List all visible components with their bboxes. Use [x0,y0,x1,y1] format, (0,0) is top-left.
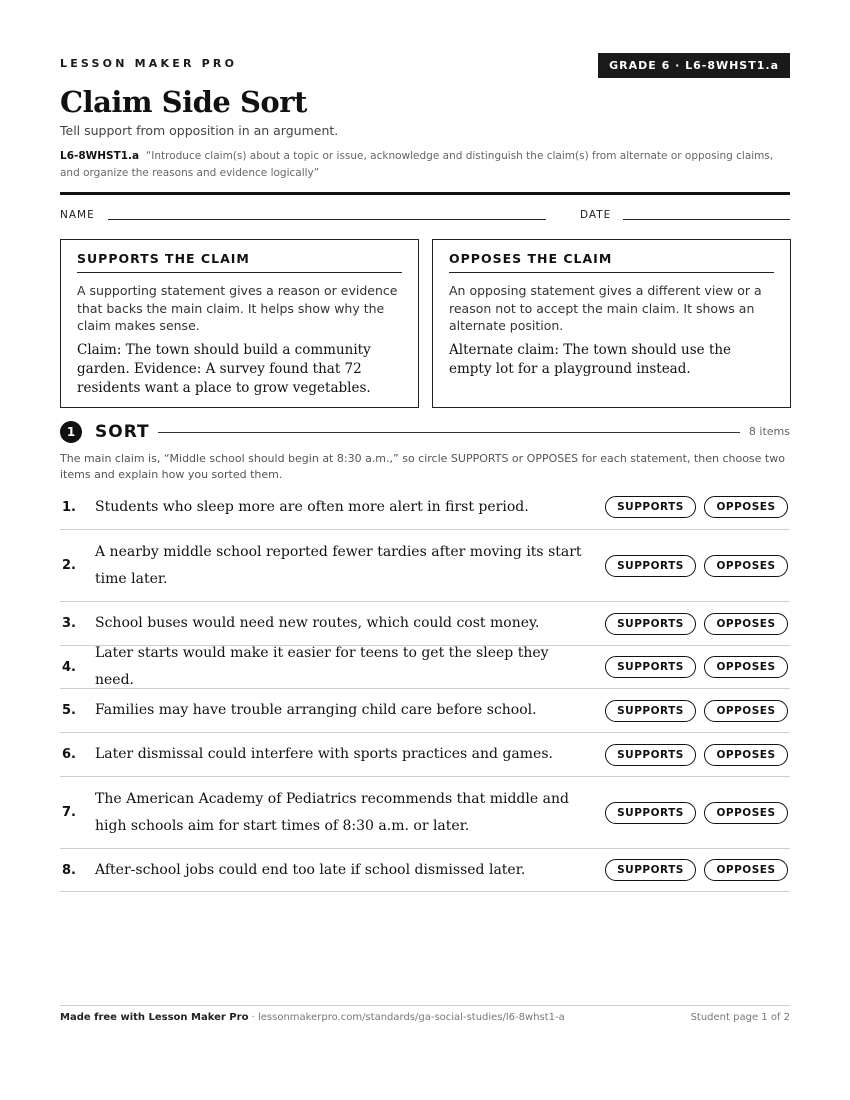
page-subtitle: Tell support from opposition in an argument. [60,123,339,138]
name-field[interactable] [108,219,546,220]
opposes-choice[interactable]: OPPOSES [704,700,788,722]
item-number: 1. [62,499,76,515]
item-number: 5. [62,703,76,718]
supports-choice[interactable]: SUPPORTS [605,859,696,881]
opposes-choice[interactable]: OPPOSES [704,613,788,635]
item-number: 6. [62,747,76,762]
choice-group [605,802,788,824]
footer-credit: Made free with Lesson Maker Pro [60,1012,249,1023]
supports-choice[interactable]: SUPPORTS [605,656,696,678]
footer-divider [60,1005,790,1006]
grade-badge: GRADE 6 · L6-8WHST1.a [598,53,790,78]
item-statement: Families may have trouble arranging child care before school. [95,702,537,718]
item-statement: School buses would need new routes, which could cost money. [95,615,540,631]
item-number: 7. [62,805,76,820]
opposes-box-description: An opposing statement gives a different view or a reason not to accept the main claim. It shows an alternate position. [449,283,762,333]
item-statement: Later starts would make it easier for teens to get the sleep they need. [95,645,549,688]
opposes-choice[interactable]: OPPOSES [704,555,788,577]
opposes-box-example: Alternate claim: The town should use the empty lot for a playground instead. [449,341,732,377]
brand-name: LESSON MAKER PRO [60,57,238,70]
sort-item-list [60,485,790,892]
name-date-row [60,208,790,222]
sort-section-header [60,421,790,443]
choice-group [605,496,788,518]
item-count: 8 items [748,425,790,438]
footer [60,1012,790,1023]
supports-box-title: SUPPORTS THE CLAIM [77,251,402,273]
choice-group [605,859,788,881]
page-title: Claim Side Sort [60,85,307,119]
section-title: SORT [95,422,150,442]
opposes-choice[interactable]: OPPOSES [704,744,788,766]
supports-choice[interactable]: SUPPORTS [605,496,696,518]
item-number: 2. [62,558,76,573]
supports-choice[interactable]: SUPPORTS [605,744,696,766]
supports-choice[interactable]: SUPPORTS [605,613,696,635]
choice-group [605,700,788,722]
supports-choice[interactable]: SUPPORTS [605,555,696,577]
choice-group [605,555,788,577]
sort-item-row [60,777,790,849]
item-statement: Students who sleep more are often more alert in first period. [95,498,529,515]
choice-group [605,656,788,678]
item-statement: After-school jobs could end too late if school dismissed later. [95,861,526,878]
supports-box [60,239,419,408]
opposes-box-title: OPPOSES THE CLAIM [449,251,774,273]
sort-item-row [60,849,790,892]
section-number-badge: 1 [60,421,82,443]
opposes-choice[interactable]: OPPOSES [704,859,788,881]
footer-url: · lessonmakerpro.com/standards/ga-social-studies/l6-8whst1-a [248,1012,565,1023]
item-number: 3. [62,616,76,631]
section-instructions: The main claim is, “Middle school should begin at 8:30 a.m.,” so circle SUPPORTS or OPPOSES for each statement, then choose two items and explain how you sorted them. [60,452,785,481]
standard-description: “Introduce claim(s) about a topic or issue, acknowledge and distinguish the claim(s) from alternate or opposing claims, and organize the reasons and evidence logically” [60,150,774,179]
item-statement: A nearby middle school reported fewer tardies after moving its start time later. [95,543,582,587]
supports-choice[interactable]: SUPPORTS [605,802,696,824]
supports-choice[interactable]: SUPPORTS [605,700,696,722]
supports-box-description: A supporting statement gives a reason or evidence that backs the main claim. It helps show why the claim makes sense. [77,283,398,333]
header-divider [60,192,790,195]
standard-text [60,148,790,182]
item-statement: Later dismissal could interfere with sports practices and games. [95,746,553,762]
opposes-choice[interactable]: OPPOSES [704,496,788,518]
sort-item-row [60,689,790,733]
opposes-choice[interactable]: OPPOSES [704,802,788,824]
sort-item-row [60,646,790,689]
opposes-choice[interactable]: OPPOSES [704,656,788,678]
section-divider [158,432,740,433]
choice-group [605,613,788,635]
item-statement: The American Academy of Pediatrics recommends that middle and high schools aim for start times of 8:30 a.m. or later. [95,790,569,834]
item-number: 4. [62,659,76,675]
item-number: 8. [62,862,76,878]
sort-item-row [60,733,790,777]
supports-box-example: Claim: The town should build a community garden. Evidence: A survey found that 72 residents want a place to grow vegetables. [77,341,371,396]
choice-group [605,744,788,766]
date-field[interactable] [623,219,790,220]
sort-item-row [60,485,790,530]
standard-code: L6-8WHST1.a [60,150,140,162]
sort-item-row [60,530,790,602]
page-number: Student page 1 of 2 [690,1012,790,1023]
name-label: NAME [60,209,95,221]
opposes-box [432,239,791,408]
date-label: DATE [580,209,612,221]
